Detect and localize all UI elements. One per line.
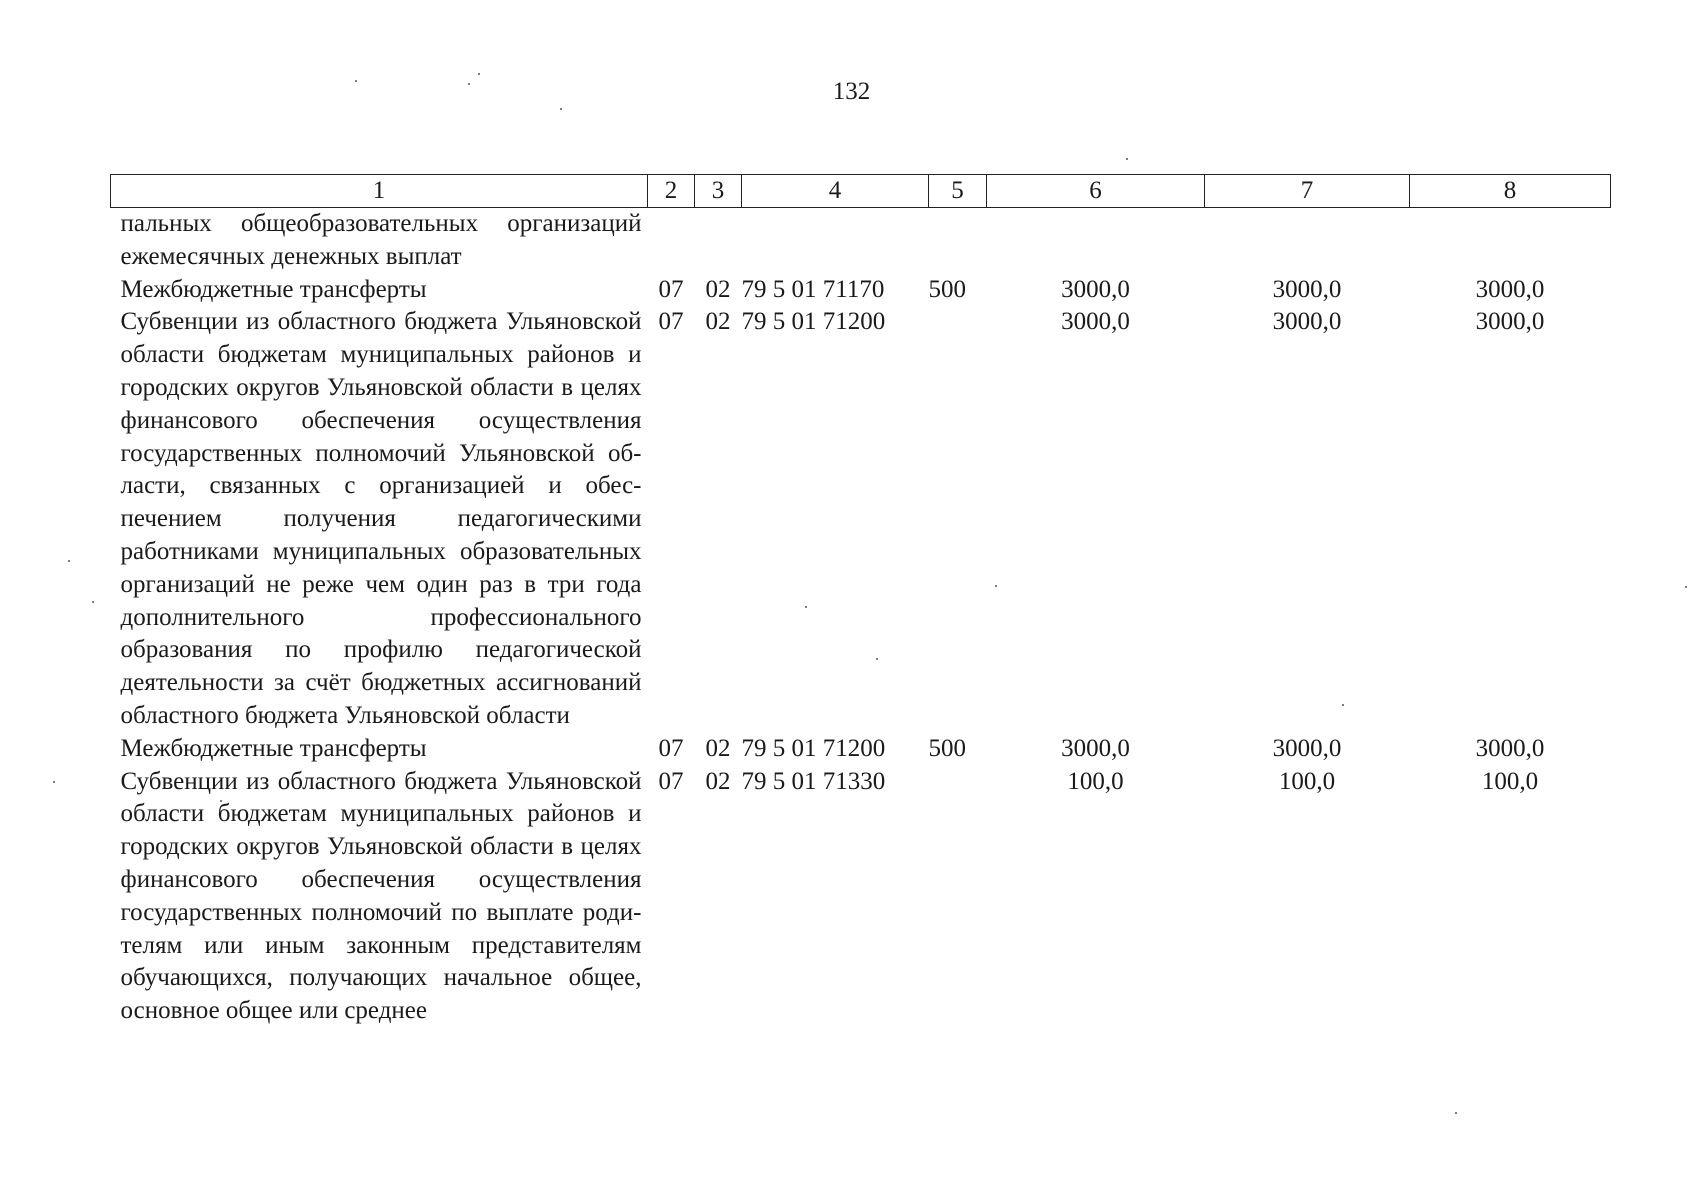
row-description: Субвенции из областного бюджета Ульяновской области бюджетам муниципальных районов и городских округов Ульяновской области в целях финансового обеспечения осуществления государственных полномочий Ульяновской области, связанных с организацией и обеспечением получения педагогическими работниками муниципальных образовательных организаций не реже чем один раз в три года дополнительного профессионального образования по профилю педагогической деятельности за счёт бюджетных ассигнований областного бюджета Ульяновской области — [120, 308, 642, 729]
subsection-code: 02 — [705, 767, 731, 795]
scan-speck — [468, 83, 470, 85]
target-article-code: 79 5 01 71200 — [741, 734, 886, 762]
expense-type-code: 500 — [928, 275, 966, 303]
scan-speck — [560, 108, 562, 110]
row-description: Межбюджетные трансферты — [120, 275, 427, 303]
expense-type-code — [929, 208, 987, 274]
amount-col-8: 3000,0 — [1475, 308, 1545, 336]
target-article-code: 79 5 01 71200 — [741, 308, 886, 336]
expense-type-code — [929, 766, 987, 1028]
expense-type-code — [929, 306, 987, 732]
amount-col-8: 100,0 — [1481, 767, 1539, 795]
row-description: Субвенции из областного бюджета Ульяновской области бюджетам муниципальных районов и городских округов Ульяновской области в целях финансового обеспечения осуществления государственных полномочий по выплате родителям или иным законным представителям обучающихся, получающих начальное общее, основное общее или среднее — [120, 767, 642, 1025]
section-code: 07 — [658, 767, 684, 795]
page-number: 132 — [832, 78, 871, 105]
scan-speck — [53, 781, 55, 783]
table-row — [111, 766, 1611, 1028]
amount-col-6: 3000,0 — [1061, 734, 1130, 762]
amount-col-8: 3000,0 — [1475, 275, 1545, 303]
scan-speck — [92, 601, 94, 603]
amount-col-7: 3000,0 — [1272, 308, 1342, 336]
section-code — [648, 208, 695, 274]
amount-col-8: 3000,0 — [1475, 734, 1545, 762]
header-cell: 8 — [1410, 175, 1611, 208]
section-code: 07 — [658, 308, 684, 336]
scan-speck — [1455, 1112, 1457, 1114]
subsection-code: 02 — [705, 308, 731, 336]
scan-speck — [355, 80, 357, 82]
subsection-code: 02 — [705, 734, 731, 762]
amount-col-6: 100,0 — [1067, 767, 1124, 795]
table-row — [111, 208, 1611, 274]
column-number-header — [111, 175, 1611, 208]
scan-speck — [478, 73, 480, 75]
header-cell: 5 — [929, 175, 987, 208]
table-row — [111, 306, 1611, 732]
amount-col-7 — [1205, 208, 1410, 274]
target-article-code — [742, 208, 929, 274]
amount-col-6: 3000,0 — [1061, 308, 1130, 336]
amount-col-8 — [1410, 208, 1611, 274]
header-cell: 3 — [695, 175, 742, 208]
table-row — [111, 274, 1611, 307]
section-code: 07 — [658, 275, 684, 303]
table-row — [111, 733, 1611, 766]
scan-speck — [68, 560, 70, 562]
amount-col-7: 100,0 — [1278, 767, 1336, 795]
expense-type-code: 500 — [928, 734, 966, 762]
budget-table — [110, 174, 1611, 1028]
scan-speck — [1685, 586, 1687, 588]
amount-col-7: 3000,0 — [1272, 734, 1342, 762]
subsection-code: 02 — [705, 275, 731, 303]
amount-col-6: 3000,0 — [1061, 275, 1130, 303]
header-cell: 6 — [987, 175, 1205, 208]
amount-col-7: 3000,0 — [1272, 275, 1342, 303]
row-description: Межбюджетные трансферты — [120, 734, 427, 762]
section-code: 07 — [658, 734, 684, 762]
header-cell: 1 — [111, 175, 648, 208]
row-description: пальных общеобразовательных организаций ежемесячных денежных выплат — [120, 210, 642, 270]
scan-speck — [1126, 158, 1128, 160]
header-cell: 4 — [742, 175, 929, 208]
header-cell: 2 — [648, 175, 695, 208]
amount-col-6 — [987, 208, 1205, 274]
subsection-code — [695, 208, 742, 274]
target-article-code: 79 5 01 71170 — [741, 275, 885, 303]
target-article-code: 79 5 01 71330 — [741, 767, 886, 795]
header-cell: 7 — [1205, 175, 1410, 208]
